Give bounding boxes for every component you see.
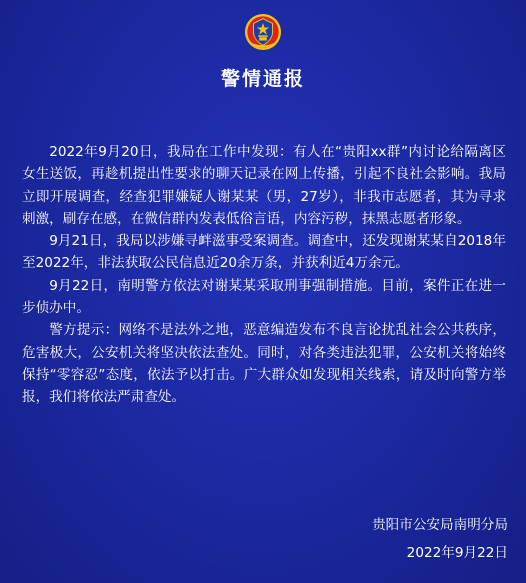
signature-date: 2022年9月22日 [406, 545, 508, 561]
notice-paragraph-3: 9月22日，南明警方依法对谢某某采取刑事强制措施。目前，案件正在进一步侦办中。 [22, 277, 506, 317]
notice-paragraph-4: 警方提示：网络不是法外之地，恶意编造发布不良言论扰乱社会公共秩序，危害极大，公安机关将坚决依法查处。同时，对各类违法犯罪，公安机关将始终保持“零容忍”态度，依法予以打击。广大群众如发现相关线索，请及时向警方举报，我们将依法严肃查处。 [22, 322, 506, 406]
notice-title: 警情通报 [220, 68, 305, 90]
police-emblem-icon [244, 13, 282, 51]
notice-body [22, 141, 506, 409]
notice-paragraph-2: 9月21日，我局以涉嫌寻衅滋事受案调查。调查中，还发现谢某某自2018年至2022年，非法获取公民信息近20余万条，并获利近4万余元。 [22, 233, 506, 272]
signature-organization: 贵阳市公安局南明分局 [372, 517, 508, 533]
notice-paragraph-1: 2022年9月20日，我局在工作中发现：有人在“贵阳xx群”内讨论给隔离区女生送饭，再趁机提出性要求的聊天记录在网上传播，引起不良社会影响。我局立即开展调查，经查犯罪嫌疑人谢某某（男，27岁），非我市志愿者，其为寻求刺激，刷存在感，在微信群内发表低俗言语，内容污秽，抹黑志愿者形象。 [22, 144, 506, 227]
